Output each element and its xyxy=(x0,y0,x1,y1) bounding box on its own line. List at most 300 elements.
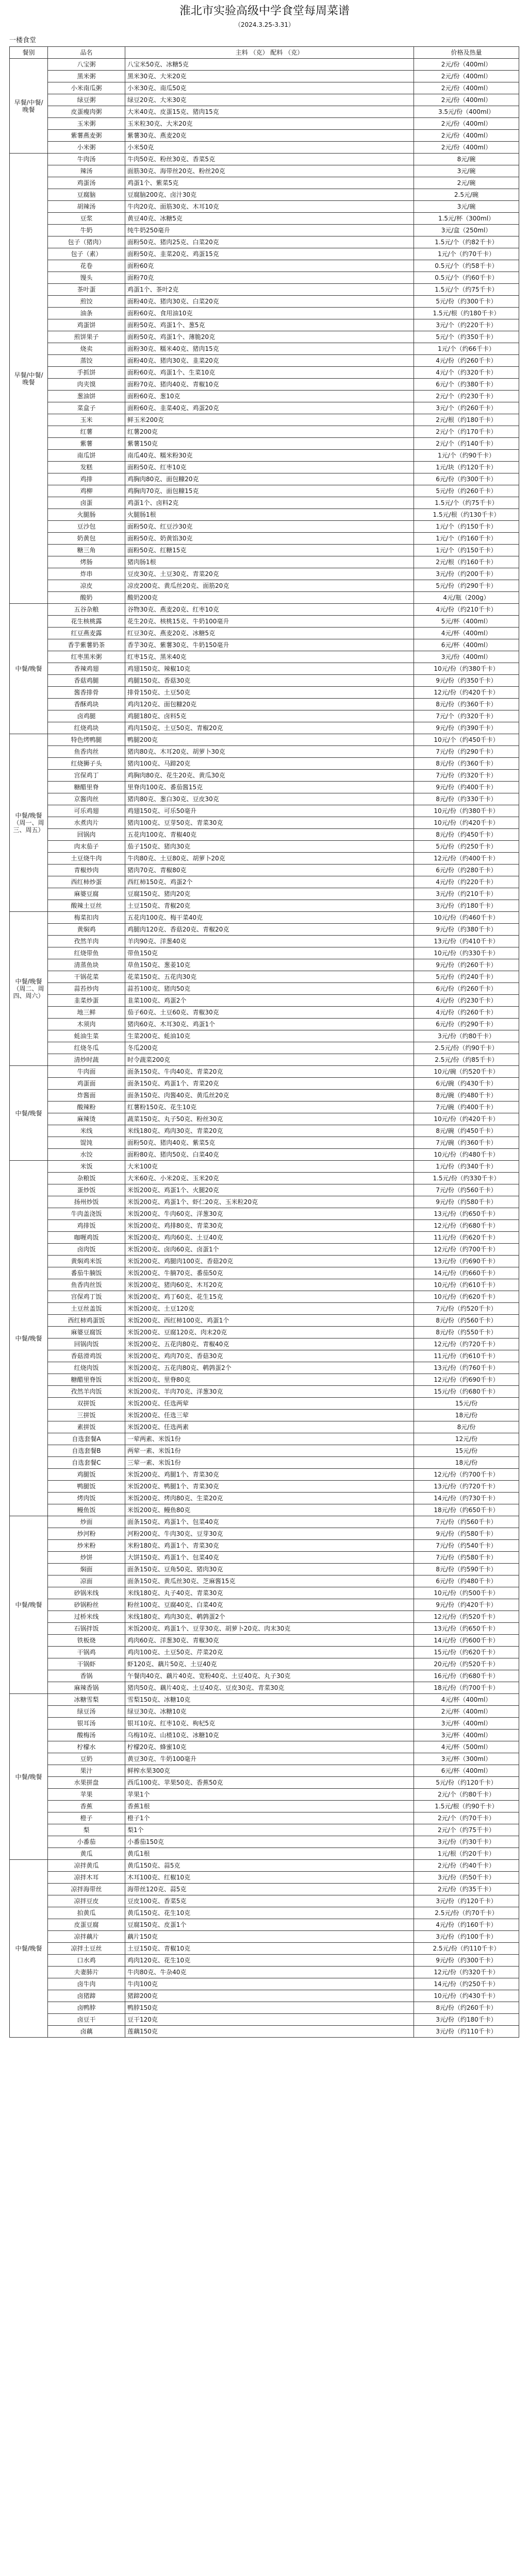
table-row xyxy=(10,521,519,533)
dish-name-cell: 鱼香肉丝 xyxy=(48,746,125,758)
ingredients-cell: 豆腐脑200克、卤汁30克 xyxy=(125,189,414,201)
price-cell: 10元/份（约430千卡） xyxy=(414,1990,519,2002)
price-cell: 15元/份（约620千卡） xyxy=(414,1647,519,1658)
ingredients-cell: 豆干120克 xyxy=(125,2014,414,2026)
table-row xyxy=(10,189,519,201)
dish-name-cell: 黑米粥 xyxy=(48,71,125,82)
ingredients-cell: 米饭200克、任选两荤 xyxy=(125,1398,414,1410)
price-cell: 1.5元/个（约75千卡） xyxy=(414,284,519,296)
ingredients-cell: 玉米粒30克、大米20克 xyxy=(125,118,414,130)
price-cell: 1元/个（约150千卡） xyxy=(414,521,519,533)
table-row xyxy=(10,639,519,651)
table-row xyxy=(10,1647,519,1658)
ingredients-cell: 藕片150克 xyxy=(125,1931,414,1943)
price-cell: 7元/份（约540千卡） xyxy=(414,1540,519,1552)
ingredients-cell: 豆皮30克、土豆30克、青菜20克 xyxy=(125,568,414,580)
ingredients-cell: 米线180克、丸子40克、青菜30克 xyxy=(125,1587,414,1599)
price-cell: 1.5元/杯（300ml） xyxy=(414,213,519,225)
table-row xyxy=(10,663,519,675)
dish-name-cell: 红豆燕麦露 xyxy=(48,628,125,639)
table-row xyxy=(10,1066,519,1078)
price-cell: 10元/份（约380千卡） xyxy=(414,805,519,817)
price-cell: 4元/份（约260千卡） xyxy=(414,1007,519,1019)
section-label: 一楼食堂 xyxy=(9,37,37,44)
ingredients-cell: 排骨150克、土豆50克 xyxy=(125,687,414,699)
dish-name-cell: 绿豆汤 xyxy=(48,1706,125,1718)
table-row xyxy=(10,675,519,687)
dish-name-cell: 蒸饺 xyxy=(48,355,125,367)
price-cell: 2元/份（约35千卡） xyxy=(414,1884,519,1895)
ingredients-cell: 米饭200克、豆腐120克、肉末20克 xyxy=(125,1327,414,1338)
price-cell: 1.5元/个（约82千卡） xyxy=(414,236,519,248)
dish-name-cell: 红烧带鱼 xyxy=(48,947,125,959)
price-cell: 3元/杯（400ml） xyxy=(414,1718,519,1730)
table-row xyxy=(10,1421,519,1433)
dish-name-cell: 凉皮 xyxy=(48,580,125,592)
dish-name-cell: 米饭 xyxy=(48,1161,125,1173)
dish-name-cell: 烧卖 xyxy=(48,343,125,355)
ingredients-cell: 大米100克 xyxy=(125,1161,414,1173)
price-cell: 0.5元/个（约58千卡） xyxy=(414,260,519,272)
price-cell: 6元/碗（约430千卡） xyxy=(414,1078,519,1090)
price-cell: 1.5元/个（约75千卡） xyxy=(414,497,519,509)
price-cell: 13元/份（约760千卡） xyxy=(414,1362,519,1374)
dish-name-cell: 地三鲜 xyxy=(48,1007,125,1019)
ingredients-cell: 面粉50克、猪肉25克、白菜20克 xyxy=(125,236,414,248)
table-row xyxy=(10,1433,519,1445)
ingredients-cell: 面粉50克、奶黄馅30克 xyxy=(125,533,414,545)
dish-name-cell: 凉拌黄瓜 xyxy=(48,1860,125,1872)
dish-name-cell: 手抓饼 xyxy=(48,367,125,379)
ingredients-cell: 鸡肉60克、洋葱30克、青椒30克 xyxy=(125,1635,414,1647)
table-row xyxy=(10,1587,519,1599)
dish-name-cell: 豆浆 xyxy=(48,213,125,225)
table-row xyxy=(10,94,519,106)
ingredients-cell: 三荤一素、米饭1份 xyxy=(125,1457,414,1469)
ingredients-cell: 香蕉1根 xyxy=(125,1801,414,1812)
dish-name-cell: 特色烤鸭腿 xyxy=(48,734,125,746)
dish-name-cell: 红枣黑米粥 xyxy=(48,651,125,663)
meal-period-cell: 中餐/晚餐 xyxy=(10,1860,48,2038)
ingredients-cell: 绿豆30克、冰糖10克 xyxy=(125,1706,414,1718)
price-cell: 8元/份（约560千卡） xyxy=(414,1315,519,1327)
table-row xyxy=(10,106,519,118)
dish-name-cell: 发糕 xyxy=(48,462,125,473)
header-ingredients: 主料 （克） 配料 （克） xyxy=(125,47,414,59)
ingredients-cell: 黄豆40克、冰糖5克 xyxy=(125,213,414,225)
price-cell: 10元/个（约450千卡） xyxy=(414,734,519,746)
dish-name-cell: 夫妻肺片 xyxy=(48,1967,125,1978)
dish-name-cell: 包子（素） xyxy=(48,248,125,260)
ingredients-cell: 鸡腿180克、卤料5克 xyxy=(125,710,414,722)
table-row xyxy=(10,1504,519,1516)
table-row xyxy=(10,1552,519,1564)
ingredients-cell: 面条150克、鸡蛋1个、包菜40克 xyxy=(125,1516,414,1528)
ingredients-cell: 紫薯150克 xyxy=(125,438,414,450)
table-row xyxy=(10,1931,519,1943)
dish-name-cell: 八宝粥 xyxy=(48,59,125,71)
ingredients-cell: 鸡腿肉120克、香菇20克、青椒20克 xyxy=(125,924,414,936)
table-row xyxy=(10,1315,519,1327)
dish-name-cell: 炸串 xyxy=(48,568,125,580)
ingredients-cell: 苹果1个 xyxy=(125,1789,414,1801)
table-row xyxy=(10,758,519,770)
table-row xyxy=(10,1872,519,1884)
dish-name-cell: 麻婆豆腐饭 xyxy=(48,1327,125,1338)
dish-name-cell: 卤蛋 xyxy=(48,497,125,509)
ingredients-cell: 豆腐150克、皮蛋1个 xyxy=(125,1919,414,1931)
dish-name-cell: 炒河粉 xyxy=(48,1528,125,1540)
table-row xyxy=(10,1824,519,1836)
price-cell: 4元/个（约320千卡） xyxy=(414,367,519,379)
price-cell: 18元/份 xyxy=(414,1410,519,1421)
price-cell: 3元/份（约100千卡） xyxy=(414,1931,519,1943)
dish-name-cell: 红薯 xyxy=(48,426,125,438)
meal-period-cell: 中餐/晚餐 xyxy=(10,604,48,734)
dish-name-cell: 菜盒子 xyxy=(48,402,125,414)
dish-name-cell: 花生核桃露 xyxy=(48,616,125,628)
price-cell: 7元/份（约560千卡） xyxy=(414,1184,519,1196)
price-cell: 11元/份（约620千卡） xyxy=(414,1232,519,1244)
price-cell: 9元/份（约420千卡） xyxy=(414,1599,519,1611)
table-row xyxy=(10,1279,519,1291)
ingredients-cell: 鸡翅150克、可乐50毫升 xyxy=(125,805,414,817)
table-row xyxy=(10,1149,519,1161)
table-row xyxy=(10,971,519,983)
table-row xyxy=(10,1540,519,1552)
dish-name-cell: 炒米粉 xyxy=(48,1540,125,1552)
table-row xyxy=(10,687,519,699)
table-row xyxy=(10,876,519,888)
dish-name-cell: 奶黄包 xyxy=(48,533,125,545)
price-cell: 8元/份（约450千卡） xyxy=(414,829,519,841)
table-row xyxy=(10,947,519,959)
menu-body xyxy=(10,59,519,2038)
ingredients-cell: 大米40克、皮蛋15克、猪肉15克 xyxy=(125,106,414,118)
table-row xyxy=(10,651,519,663)
table-row xyxy=(10,165,519,177)
ingredients-cell: 米线180克、鸡肉30克、鹌鹑蛋2个 xyxy=(125,1611,414,1623)
ingredients-cell: 草鱼150克、葱姜10克 xyxy=(125,959,414,971)
ingredients-cell: 西红柿150克、鸡蛋2个 xyxy=(125,876,414,888)
dish-name-cell: 凉拌海带丝 xyxy=(48,1884,125,1895)
ingredients-cell: 红薯粉150克、花生10克 xyxy=(125,1101,414,1113)
price-cell: 14元/份（约600千卡） xyxy=(414,1635,519,1647)
table-row xyxy=(10,746,519,758)
table-row xyxy=(10,1564,519,1575)
dish-name-cell: 酱香排骨 xyxy=(48,687,125,699)
dish-name-cell: 酸辣土豆丝 xyxy=(48,900,125,912)
table-row xyxy=(10,556,519,568)
table-row xyxy=(10,793,519,805)
ingredients-cell: 鸡蛋1个、紫菜5克 xyxy=(125,177,414,189)
price-cell: 2元/份（400ml） xyxy=(414,142,519,154)
table-row xyxy=(10,1635,519,1647)
price-cell: 2元/份（400ml） xyxy=(414,71,519,82)
ingredients-cell: 猪肉70克、青椒80克 xyxy=(125,865,414,876)
table-row xyxy=(10,1267,519,1279)
price-cell: 1.5元/根（约180千卡） xyxy=(414,308,519,319)
dish-name-cell: 蛋炒饭 xyxy=(48,1184,125,1196)
dish-name-cell: 牛肉面 xyxy=(48,1066,125,1078)
ingredients-cell: 鸡胸肉80克、花生20克、黄瓜30克 xyxy=(125,770,414,782)
price-cell: 3元/个（约260千卡） xyxy=(414,402,519,414)
table-row xyxy=(10,1030,519,1042)
table-row xyxy=(10,1848,519,1860)
table-row xyxy=(10,1113,519,1125)
table-row xyxy=(10,2014,519,2026)
ingredients-cell: 鸡肉100克、土豆50克、芹菜20克 xyxy=(125,1647,414,1658)
ingredients-cell: 鸡胸肉80克、面包糠20克 xyxy=(125,473,414,485)
price-cell: 1.5元/份（约330千卡） xyxy=(414,1173,519,1184)
price-cell: 14元/份（约660千卡） xyxy=(414,1267,519,1279)
ingredients-cell: 柠檬20克、蜂蜜10克 xyxy=(125,1741,414,1753)
price-cell: 1元/块（约120千卡） xyxy=(414,462,519,473)
table-row xyxy=(10,367,519,379)
dish-name-cell: 青椒炒肉 xyxy=(48,865,125,876)
dish-name-cell: 红烧肉饭 xyxy=(48,1362,125,1374)
price-cell: 13元/份（约650千卡） xyxy=(414,1623,519,1635)
price-cell: 13元/份（约410千卡） xyxy=(414,936,519,947)
table-row xyxy=(10,545,519,556)
table-row xyxy=(10,1469,519,1481)
price-cell: 2元/个（约170千卡） xyxy=(414,426,519,438)
ingredients-cell: 紫薯30克、燕麦20克 xyxy=(125,130,414,142)
table-row xyxy=(10,1457,519,1469)
ingredients-cell: 大饼150克、鸡蛋1个、包菜40克 xyxy=(125,1552,414,1564)
dish-name-cell: 橙子 xyxy=(48,1812,125,1824)
dish-name-cell: 孜然羊肉饭 xyxy=(48,1386,125,1398)
dish-name-cell: 五谷杂粮 xyxy=(48,604,125,616)
price-cell: 4元/杯（400ml） xyxy=(414,1694,519,1706)
dish-name-cell: 香蕉 xyxy=(48,1801,125,1812)
price-cell: 9元/份（约350千卡） xyxy=(414,675,519,687)
price-cell: 7元/份（约520千卡） xyxy=(414,1303,519,1315)
price-cell: 9元/份（约260千卡） xyxy=(414,959,519,971)
price-cell: 12元/份（约700千卡） xyxy=(414,1244,519,1256)
dish-name-cell: 砂锅粉丝 xyxy=(48,1599,125,1611)
dish-name-cell: 卤肉饭 xyxy=(48,1244,125,1256)
ingredients-cell: 面粉50克、红糖15克 xyxy=(125,545,414,556)
table-row xyxy=(10,248,519,260)
dish-name-cell: 烤肉饭 xyxy=(48,1493,125,1504)
ingredients-cell: 茄子150克、猪肉30克 xyxy=(125,841,414,853)
table-row xyxy=(10,888,519,900)
table-row xyxy=(10,1327,519,1338)
table-row xyxy=(10,604,519,616)
price-cell: 8元/碗（约480千卡） xyxy=(414,1090,519,1101)
table-row xyxy=(10,1919,519,1931)
price-cell: 8元/碗（约450千卡） xyxy=(414,1125,519,1137)
price-cell: 12元/份（约680千卡） xyxy=(414,1220,519,1232)
price-cell: 8元/份（约360千卡） xyxy=(414,758,519,770)
price-cell: 8元/份（约260千卡） xyxy=(414,2002,519,2014)
table-row xyxy=(10,130,519,142)
ingredients-cell: 面条150克、鸡蛋1个、青菜20克 xyxy=(125,1078,414,1090)
ingredients-cell: 面粉50克、猪肉40克、紫菜5克 xyxy=(125,1137,414,1149)
price-cell: 10元/份（约460千卡） xyxy=(414,912,519,924)
ingredients-cell: 绿豆20克、大米30克 xyxy=(125,94,414,106)
table-row xyxy=(10,1173,519,1184)
ingredients-cell: 土豆150克、青椒10克 xyxy=(125,1943,414,1955)
table-row xyxy=(10,355,519,367)
table-row xyxy=(10,236,519,248)
ingredients-cell: 米饭200克、五花肉80克、青椒40克 xyxy=(125,1338,414,1350)
dish-name-cell: 馄饨 xyxy=(48,1137,125,1149)
dish-name-cell: 鸡腿饭 xyxy=(48,1469,125,1481)
price-cell: 9元/份（约580千卡） xyxy=(414,1196,519,1208)
table-row xyxy=(10,616,519,628)
table-row xyxy=(10,1516,519,1528)
price-cell: 7元/碗（约400千卡） xyxy=(414,1101,519,1113)
ingredients-cell: 米粉180克、鸡蛋1个、青菜30克 xyxy=(125,1540,414,1552)
ingredients-cell: 黄瓜1根 xyxy=(125,1848,414,1860)
ingredients-cell: 米线180克、鸡肉30克、青菜20克 xyxy=(125,1125,414,1137)
table-row xyxy=(10,1907,519,1919)
price-cell: 3元/杯（300ml） xyxy=(414,1753,519,1765)
table-row xyxy=(10,1493,519,1504)
ingredients-cell: 面粉60克、鸡蛋1个、生菜10克 xyxy=(125,367,414,379)
dish-name-cell: 牛奶 xyxy=(48,225,125,236)
table-row xyxy=(10,284,519,296)
meal-period-cell: 中餐/晚餐（周二、周四、周六） xyxy=(10,912,48,1066)
dish-name-cell: 馒头 xyxy=(48,272,125,284)
price-cell: 3元/份（约180千卡） xyxy=(414,900,519,912)
table-row xyxy=(10,1196,519,1208)
ingredients-cell: 面条150克、豆角50克、猪肉30克 xyxy=(125,1564,414,1575)
dish-name-cell: 胡辣汤 xyxy=(48,201,125,213)
price-cell: 4元/份（约230千卡） xyxy=(414,995,519,1007)
price-cell: 6元/个（约380千卡） xyxy=(414,379,519,391)
dish-name-cell: 鸭腿饭 xyxy=(48,1481,125,1493)
dish-name-cell: 辣汤 xyxy=(48,165,125,177)
table-row xyxy=(10,1955,519,1967)
price-cell: 3元/份（约180千卡） xyxy=(414,2014,519,2026)
price-cell: 2.5元/份（约70千卡） xyxy=(414,1907,519,1919)
dish-name-cell: 黄焖鸡米饭 xyxy=(48,1256,125,1267)
ingredients-cell: 鸡蛋1个、茶叶2克 xyxy=(125,284,414,296)
ingredients-cell: 生菜200克、蚝油10克 xyxy=(125,1030,414,1042)
price-cell: 18元/份（约700千卡） xyxy=(414,1682,519,1694)
dish-name-cell: 银耳汤 xyxy=(48,1718,125,1730)
dish-name-cell: 酸梅汤 xyxy=(48,1730,125,1741)
table-row xyxy=(10,1445,519,1457)
dish-name-cell: 梨 xyxy=(48,1824,125,1836)
dish-name-cell: 番茄牛腩饭 xyxy=(48,1267,125,1279)
price-cell: 16元/份（约680千卡） xyxy=(414,1670,519,1682)
dish-name-cell: 香芋紫薯奶茶 xyxy=(48,639,125,651)
ingredients-cell: 面条150克、牛肉40克、青菜20克 xyxy=(125,1066,414,1078)
price-cell: 4元/杯（500ml） xyxy=(414,1741,519,1753)
table-row xyxy=(10,414,519,426)
dish-name-cell: 凉拌豆皮 xyxy=(48,1895,125,1907)
price-cell: 2.5元/碗 xyxy=(414,189,519,201)
price-cell: 12元/份（约690千卡） xyxy=(414,1374,519,1386)
dish-name-cell: 蚝油生菜 xyxy=(48,1030,125,1042)
table-row xyxy=(10,1978,519,1990)
dish-name-cell: 麻辣香锅 xyxy=(48,1682,125,1694)
dish-name-cell: 玉米 xyxy=(48,414,125,426)
dish-name-cell: 三拼饭 xyxy=(48,1410,125,1421)
table-row xyxy=(10,722,519,734)
table-row xyxy=(10,592,519,604)
dish-name-cell: 茶叶蛋 xyxy=(48,284,125,296)
price-cell: 12元/份（约420千卡） xyxy=(414,687,519,699)
price-cell: 7元/份（约290千卡） xyxy=(414,746,519,758)
table-row xyxy=(10,1730,519,1741)
ingredients-cell: 米饭200克、五花肉80克、鹌鹑蛋2个 xyxy=(125,1362,414,1374)
table-row xyxy=(10,1303,519,1315)
price-cell: 18元/份（约650千卡） xyxy=(414,1504,519,1516)
ingredients-cell: 面粉50克、鸡蛋1个、葱5克 xyxy=(125,319,414,331)
table-row xyxy=(10,82,519,94)
ingredients-cell: 面条150克、黄瓜丝30克、芝麻酱15克 xyxy=(125,1575,414,1587)
ingredients-cell: 猪肉80克、木耳20克、胡萝卜30克 xyxy=(125,746,414,758)
dish-name-cell: 可乐鸡翅 xyxy=(48,805,125,817)
price-cell: 9元/份（约390千卡） xyxy=(414,722,519,734)
ingredients-cell: 粉丝100克、豆腐40克、白菜40克 xyxy=(125,1599,414,1611)
ingredients-cell: 小番茄150克 xyxy=(125,1836,414,1848)
price-cell: 7元/个（约320千卡） xyxy=(414,710,519,722)
dish-name-cell: 红烧冬瓜 xyxy=(48,1042,125,1054)
price-cell: 2元/个（约80千卡） xyxy=(414,1789,519,1801)
table-row xyxy=(10,1658,519,1670)
ingredients-cell: 土豆150克、青椒20克 xyxy=(125,900,414,912)
price-cell: 3元/份（约30千卡） xyxy=(414,1836,519,1848)
ingredients-cell: 红薯200克 xyxy=(125,426,414,438)
table-row xyxy=(10,770,519,782)
ingredients-cell: 猪肉80克、葱白30克、豆皮30克 xyxy=(125,793,414,805)
price-cell: 2元/份（400ml） xyxy=(414,130,519,142)
price-cell: 3元/盒（250ml） xyxy=(414,225,519,236)
dish-name-cell: 紫薯燕麦粥 xyxy=(48,130,125,142)
dish-name-cell: 麻辣烫 xyxy=(48,1113,125,1125)
ingredients-cell: 海带丝120克、蒜5克 xyxy=(125,1884,414,1895)
table-row xyxy=(10,2026,519,2038)
ingredients-cell: 火腿肠1根 xyxy=(125,509,414,521)
table-row xyxy=(10,1386,519,1398)
dish-name-cell: 酸辣粉 xyxy=(48,1101,125,1113)
dish-name-cell: 口水鸡 xyxy=(48,1955,125,1967)
table-row xyxy=(10,1789,519,1801)
ingredients-cell: 米饭200克、鸡蛋1个、虾仁20克、玉米粒20克 xyxy=(125,1196,414,1208)
table-row xyxy=(10,853,519,865)
table-header-row xyxy=(10,47,519,59)
price-cell: 3元/个（约220千卡） xyxy=(414,319,519,331)
price-cell: 12元/份（约400千卡） xyxy=(414,853,519,865)
ingredients-cell: 鸡肉120克、面包糠20克 xyxy=(125,699,414,710)
ingredients-cell: 米饭200克、鸡肉70克、香菇30克 xyxy=(125,1350,414,1362)
dish-name-cell: 铁板烧 xyxy=(48,1635,125,1647)
document-title: 淮北市实验高级中学食堂每周菜谱 xyxy=(179,5,350,18)
ingredients-cell: 面粉40克、猪肉30克、白菜20克 xyxy=(125,296,414,308)
price-cell: 4元/份（约160千卡） xyxy=(414,1919,519,1931)
price-cell: 14元/份（约730千卡） xyxy=(414,1493,519,1504)
dish-name-cell: 过桥米线 xyxy=(48,1611,125,1623)
price-cell: 2元/个（约140千卡） xyxy=(414,438,519,450)
ingredients-cell: 小米30克、南瓜50克 xyxy=(125,82,414,94)
dish-name-cell: 皮蛋瘦肉粥 xyxy=(48,106,125,118)
price-cell: 8元/份（约330千卡） xyxy=(414,793,519,805)
dish-name-cell: 小米南瓜粥 xyxy=(48,82,125,94)
price-cell: 5元/份（约240千卡） xyxy=(414,971,519,983)
ingredients-cell: 面粉80克、猪肉50克、白菜40克 xyxy=(125,1149,414,1161)
table-row xyxy=(10,1528,519,1540)
dish-name-cell: 黄焖鸡 xyxy=(48,924,125,936)
table-row xyxy=(10,1338,519,1350)
ingredients-cell: 猪蹄200克 xyxy=(125,1990,414,2002)
price-cell: 3元/份（约80千卡） xyxy=(414,1030,519,1042)
